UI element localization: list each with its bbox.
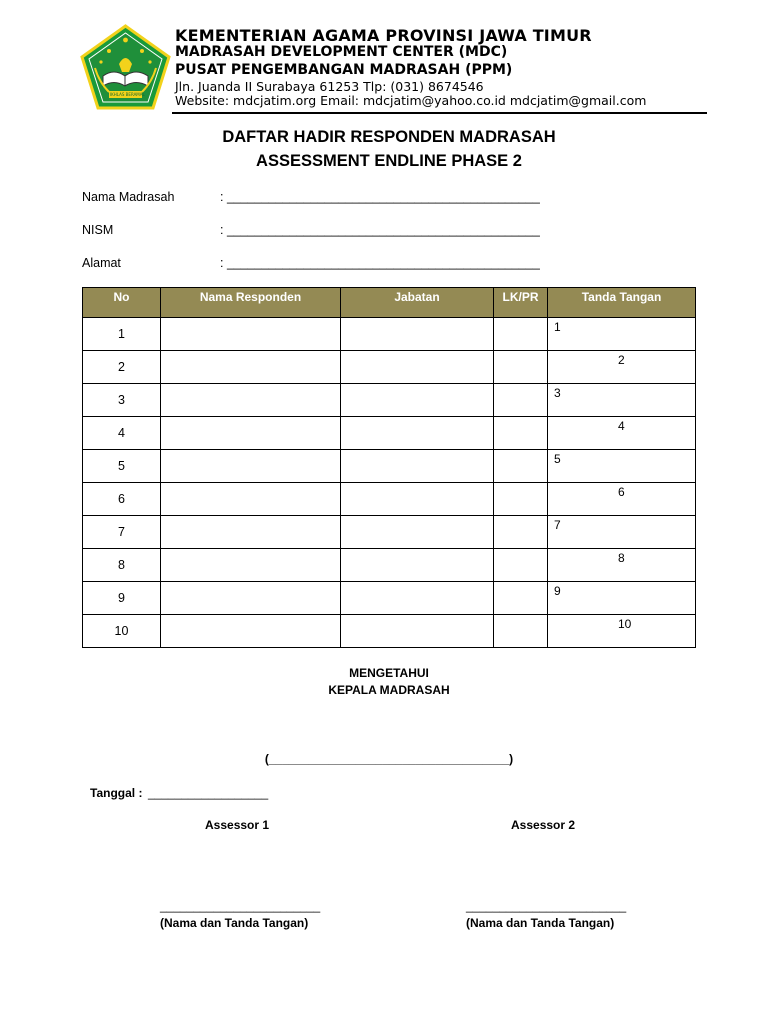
table-row <box>83 549 696 582</box>
table-row <box>83 483 696 516</box>
tanda-tangan-cell[interactable] <box>548 483 696 516</box>
nama-responden-cell[interactable] <box>161 615 341 648</box>
attendance-table <box>82 287 696 648</box>
signature-number: 7 <box>554 518 561 532</box>
tanggal-line[interactable]: __________________ <box>148 786 269 800</box>
jabatan-cell[interactable] <box>341 351 494 384</box>
document-title: DAFTAR HADIR RESPONDEN MADRASAH <box>222 128 556 146</box>
signature-number: 10 <box>618 617 632 631</box>
jabatan-cell[interactable] <box>341 417 494 450</box>
letterhead-divider <box>172 112 707 114</box>
nama-responden-cell[interactable] <box>161 483 341 516</box>
header-nama-responden: Nama Responden <box>161 288 341 318</box>
header-lk-pr: LK/PR <box>494 288 548 318</box>
table-row <box>83 516 696 549</box>
table-row <box>83 417 696 450</box>
letterhead-contact: Website: mdcjatim.org Email: mdcjatim@yahoo.co.id mdcjatim@gmail.com <box>175 93 647 108</box>
header-no: No <box>83 288 161 318</box>
nama-responden-cell[interactable] <box>161 450 341 483</box>
jabatan-cell[interactable] <box>341 549 494 582</box>
signature-number: 4 <box>618 419 625 433</box>
field-line-nism[interactable]: : _____________________________________________ <box>220 223 540 237</box>
table-row <box>83 384 696 417</box>
nama-responden-cell[interactable] <box>161 384 341 417</box>
logo-motto: IKHLAS BERAMAL <box>110 92 145 97</box>
row-number: 6 <box>83 483 161 516</box>
row-number: 3 <box>83 384 161 417</box>
tanda-tangan-cell[interactable] <box>548 516 696 549</box>
letterhead-ppm: PUSAT PENGEMBANGAN MADRASAH (PPM) <box>175 62 513 78</box>
tanda-tangan-cell[interactable] <box>548 615 696 648</box>
lk-pr-cell[interactable] <box>494 582 548 615</box>
nama-responden-cell[interactable] <box>161 582 341 615</box>
row-number: 10 <box>83 615 161 648</box>
assessor-1-label: Assessor 1 <box>205 818 270 832</box>
kemenag-logo <box>79 24 172 110</box>
nama-responden-cell[interactable] <box>161 549 341 582</box>
nama-responden-cell[interactable] <box>161 318 341 351</box>
header-tanda-tangan: Tanda Tangan <box>548 288 696 318</box>
jabatan-cell[interactable] <box>341 516 494 549</box>
lk-pr-cell[interactable] <box>494 615 548 648</box>
tanggal-label: Tanggal : <box>90 786 143 800</box>
signature-number: 5 <box>554 452 561 466</box>
signature-number: 9 <box>554 584 561 598</box>
assessor-2-signature-line[interactable]: ________________________ <box>466 899 627 913</box>
jabatan-cell[interactable] <box>341 483 494 516</box>
jabatan-cell[interactable] <box>341 450 494 483</box>
tanda-tangan-cell[interactable] <box>548 351 696 384</box>
tanda-tangan-cell[interactable] <box>548 450 696 483</box>
field-label-nama-madrasah: Nama Madrasah <box>82 190 175 204</box>
tanda-tangan-cell[interactable] <box>548 549 696 582</box>
field-label-nism: NISM <box>82 223 114 237</box>
lk-pr-cell[interactable] <box>494 516 548 549</box>
field-line-nama-madrasah[interactable]: : _____________________________________________ <box>220 190 540 204</box>
assessor-2-caption: (Nama dan Tanda Tangan) <box>466 916 615 930</box>
row-number: 5 <box>83 450 161 483</box>
jabatan-cell[interactable] <box>341 384 494 417</box>
letterhead-ministry: KEMENTERIAN AGAMA PROVINSI JAWA TIMUR <box>175 26 592 45</box>
nama-responden-cell[interactable] <box>161 516 341 549</box>
tanda-tangan-cell[interactable] <box>548 384 696 417</box>
lk-pr-cell[interactable] <box>494 351 548 384</box>
field-line-alamat[interactable]: : _____________________________________________ <box>220 256 540 270</box>
nama-responden-cell[interactable] <box>161 351 341 384</box>
row-number: 7 <box>83 516 161 549</box>
assessor-1-caption: (Nama dan Tanda Tangan) <box>160 916 309 930</box>
mengetahui-label: MENGETAHUI <box>349 666 429 680</box>
jabatan-cell[interactable] <box>341 582 494 615</box>
tanda-tangan-cell[interactable] <box>548 582 696 615</box>
lk-pr-cell[interactable] <box>494 417 548 450</box>
lk-pr-cell[interactable] <box>494 384 548 417</box>
table-header-row <box>83 288 696 318</box>
row-number: 1 <box>83 318 161 351</box>
jabatan-cell[interactable] <box>341 615 494 648</box>
tanda-tangan-cell[interactable] <box>548 417 696 450</box>
table-row <box>83 615 696 648</box>
lk-pr-cell[interactable] <box>494 483 548 516</box>
signature-number: 2 <box>618 353 625 367</box>
header-jabatan: Jabatan <box>341 288 494 318</box>
table-row <box>83 582 696 615</box>
row-number: 8 <box>83 549 161 582</box>
nama-responden-cell[interactable] <box>161 417 341 450</box>
row-number: 4 <box>83 417 161 450</box>
signature-number: 1 <box>554 320 561 334</box>
table-row <box>83 318 696 351</box>
signature-number: 6 <box>618 485 625 499</box>
jabatan-cell[interactable] <box>341 318 494 351</box>
kepala-signature-line[interactable]: (____________________________________) <box>264 752 514 766</box>
tanda-tangan-cell[interactable] <box>548 318 696 351</box>
row-number: 2 <box>83 351 161 384</box>
field-label-alamat: Alamat <box>82 256 121 270</box>
lk-pr-cell[interactable] <box>494 549 548 582</box>
letterhead-center: MADRASAH DEVELOPMENT CENTER (MDC) <box>175 44 508 60</box>
assessor-2-label: Assessor 2 <box>511 818 576 832</box>
table-row <box>83 450 696 483</box>
assessor-1-signature-line[interactable]: ________________________ <box>160 899 321 913</box>
letterhead-address: Jln. Juanda II Surabaya 61253 Tlp: (031) 8674546 <box>175 79 484 94</box>
lk-pr-cell[interactable] <box>494 318 548 351</box>
document-subtitle: ASSESSMENT ENDLINE PHASE 2 <box>256 152 522 170</box>
lk-pr-cell[interactable] <box>494 450 548 483</box>
signature-number: 8 <box>618 551 625 565</box>
table-row <box>83 351 696 384</box>
kepala-madrasah-label: KEPALA MADRASAH <box>328 683 450 697</box>
row-number: 9 <box>83 582 161 615</box>
signature-number: 3 <box>554 386 561 400</box>
